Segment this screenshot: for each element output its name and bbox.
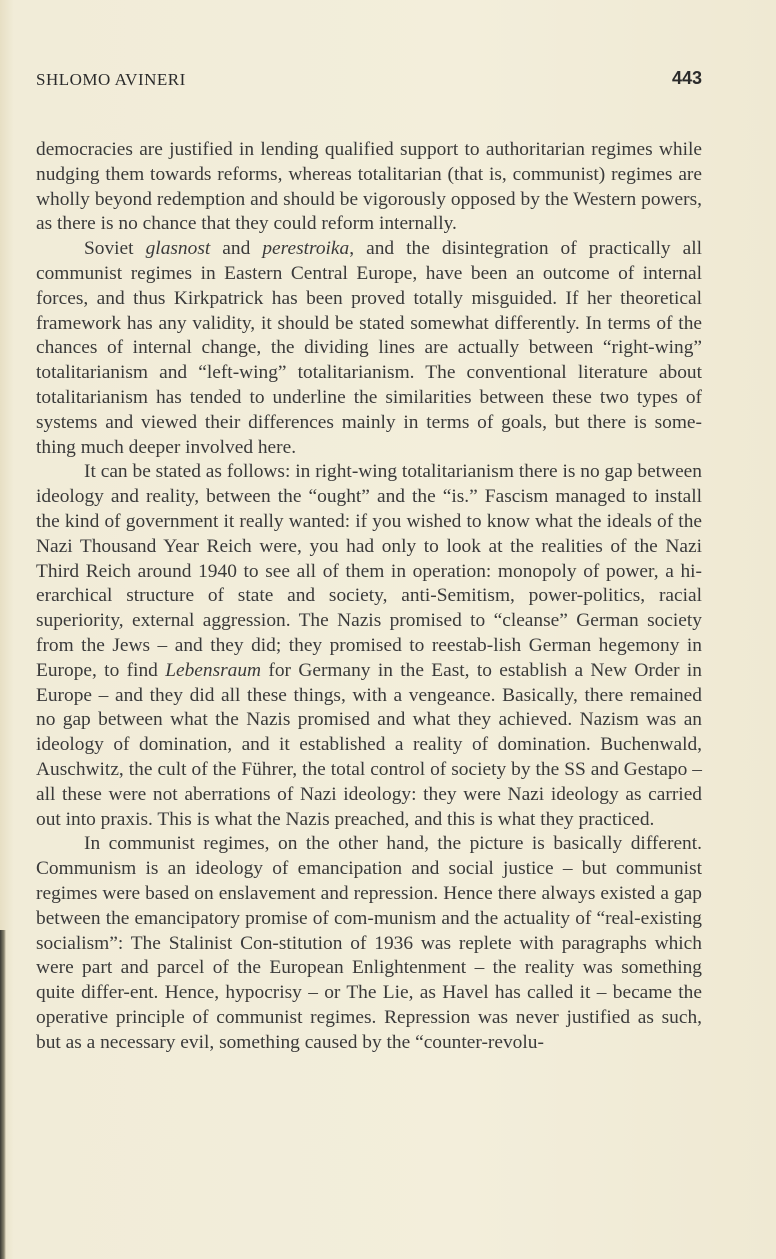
paragraph-2: [36, 237, 702, 460]
paragraph-1: [36, 138, 702, 237]
paragraph-3-text-a: It can be stated as follows: in right-wing totalitarianism there is no gap between ideology and reality, between the “ought” and the “is.” Fascism managed to install the kind of government it really wanted: if you wished to know what the ideals of the Nazi Thousand Year Reich were, you had only to look at the realities of the Nazi Third Reich around 1940 to see all of them in operation: monopoly of power, a hi-erarchical structure of state and society, anti-Semitism, power-politics, racial superiority, external aggression. The Nazis promised to “cleanse” German society from the Jews – and they did; they promised to reestab-lish German hegemony in Europe, to find: [36, 461, 702, 681]
paragraph-4-text: In communist regimes, on the other hand, the picture is basically different. Communism is an ideology of emancipation and social justice – but communist regimes were based on enslavement and repression. Hence there always existed a gap between the emancipatory promise of com-munism and the actuality of “real-existing socialism”: The Stalinist Con-stitution of 1936 was replete with paragraphs which were part and parcel of the European Enlightenment – the reality was something quite differ-ent. Hence, hypocrisy – or The Lie, as Havel has called it – became the operative principle of communist regimes. Repression was never justified as such, but as a necessary evil, something caused by the “counter-revolu-: [36, 833, 702, 1053]
page-header: [36, 70, 702, 96]
term-lebensraum: Lebensraum: [165, 659, 262, 681]
paragraph-1-text: democracies are justified in lending qualified support to authoritarian regimes while nudging them towards reforms, whereas totalitarian (that is, communist) regimes are wholly beyond redemption and should be vigorously opposed by the Western powers, as there is no chance that they could reform internally.: [36, 139, 702, 235]
term-glasnost: glasnost: [145, 238, 211, 260]
paragraph-2-text-c: , and the disintegration of practically all communist regimes in Eastern Central Europe, have been an outcome of internal forces, and thus Kirkpatrick has been proved totally misguided. If her theoretical framework has any validity, it should be stated somewhat differently. In terms of the chances of internal change, the dividing lines are actually between “right-wing” totalitarianism and “left-wing” totalitarianism. The conventional literature about totalitarianism has tended to underline the similarities between these two types of systems and viewed their differences mainly in terms of goals, but there is some-thing much deeper involved here.: [36, 238, 702, 458]
paragraph-2-text-a: Soviet: [84, 238, 146, 260]
paragraph-3: [36, 460, 702, 832]
term-perestroika: perestroika: [262, 238, 350, 260]
page-number: 443: [671, 68, 702, 88]
running-head: SHLOMO AVINERI: [36, 70, 186, 89]
binding-shadow: [0, 930, 6, 1259]
body-text: [36, 138, 702, 1055]
paragraph-2-text-b: and: [210, 238, 263, 260]
paragraph-4: [36, 832, 702, 1055]
paragraph-3-text-b: for Germany in the East, to establish a New Order in Europe – and they did all these things, with a vengeance. Basically, there remained no gap between what the Nazis promised and what they achieved. Nazism was an ideology of domination, and it established a reality of domination. Buchenwald, Auschwitz, the cult of the Führer, the total control of society by the SS and Gestapo – all these were not aberrations of Nazi ideology: they were Nazi ideology as carried out into praxis. This is what the Nazis preached, and this is what they practiced.: [36, 659, 702, 830]
